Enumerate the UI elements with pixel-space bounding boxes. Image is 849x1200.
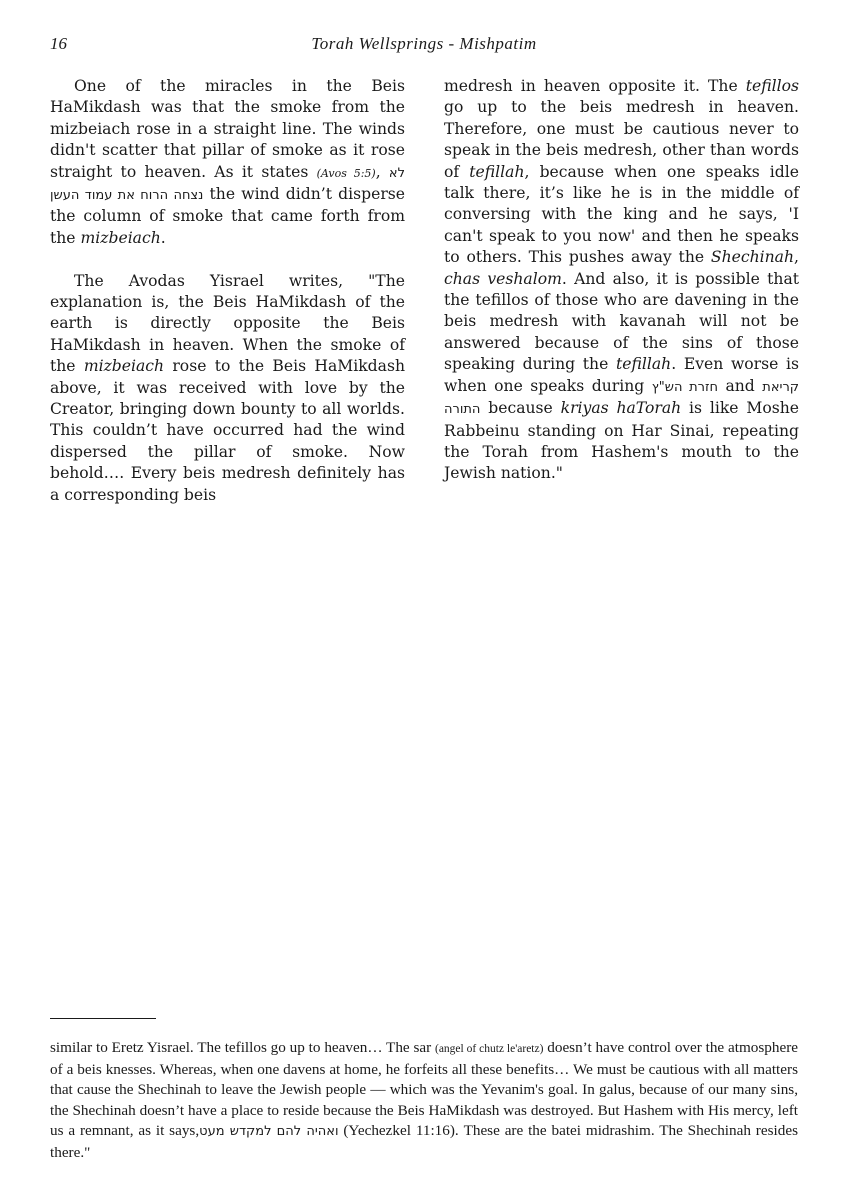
right-column <box>444 76 799 485</box>
footnote-hebrew-quote: ואהיה להם למקדש מעט <box>199 1124 339 1140</box>
page-header <box>50 34 798 58</box>
footnote-text: similar to Eretz Yisrael. The tefillos go up to heaven… The sar (angel of chutz le'aretz) doesn’t have control over the atmosphere of a beis knesses. Whereas, when one davens at home, he forfeits all these benefits… We must be cautious with all matters that cause the Shechinah to leave the Jewish people — which was the Yevanim's goal. In galus, because of our many sins, the Shechinah doesn’t have a place to reside because the Beis HaMikdash was destroyed. But Hashem with His mercy, left us a remnant, as it says,ואהיה להם למקדש מעט (Yechezkel 11:16). These are the batei midrashim. The Shechinah resides there." <box>50 1039 798 1161</box>
paragraph-continuation: medresh in heaven opposite it. The tefillos go up to the beis medresh in heaven. Therefore, one must be cautious never to speak in the beis medresh, other than words of tefillah, because when one speaks idle talk there, it’s like he is in the middle of conversing with the king and he says, 'I can't speak to you now' and then he speaks to others. This pushes away the Shechinah, chas veshalom. And also, it is possible that the tefillos of those who are davening in the beis medresh with kavanah will not be answered because of the sins of those speaking during the tefillah. Even worse is when one speaks during חזרת הש"ץ and קריאת התורה because kriyas haTorah is like Moshe Rabbeinu standing on Har Sinai, repeating the Torah from Hashem's mouth to the Jewish nation." <box>444 77 800 483</box>
paragraph-miracle-smoke: One of the miracles in the Beis HaMikdash was that the smoke from the mizbeiach rose in a straight line. The winds didn't scatter that pillar of smoke as it rose straight to heaven. As it states (Avos 5:5), לא נצחה הרוח את עמוד העשן the wind didn’t disperse the column of smoke that came forth from the mizbeiach. <box>50 77 406 247</box>
footnote-divider <box>50 1018 156 1019</box>
footnote-aside: (angel of chutz le'aretz) <box>435 1043 544 1055</box>
running-title: Torah Wellsprings - Mishpatim <box>311 34 537 53</box>
left-column <box>50 76 405 506</box>
hebrew-term-chazaras: חזרת הש"ץ <box>651 379 718 395</box>
paragraph-avodas-yisrael: The Avodas Yisrael writes, "The explanation is, the Beis HaMikdash of the earth is directly opposite the Beis HaMikdash in heaven. When the smoke of the mizbeiach rose to the Beis HaMikdash above, it was received with love by the Creator, bringing down bounty to all worlds. This couldn’t have occurred had the wind dispersed the pillar of smoke. Now behold…. Every beis medresh definitely has a corresponding beis <box>50 271 405 504</box>
hebrew-term-kriyas: קריאת התורה <box>444 379 799 418</box>
page-number: 16 <box>50 34 67 53</box>
source-reference: (Avos 5:5) <box>316 166 376 180</box>
footnote <box>50 1038 798 1164</box>
hebrew-quote: לא נצחה הרוח את עמוד העשן <box>50 165 406 204</box>
